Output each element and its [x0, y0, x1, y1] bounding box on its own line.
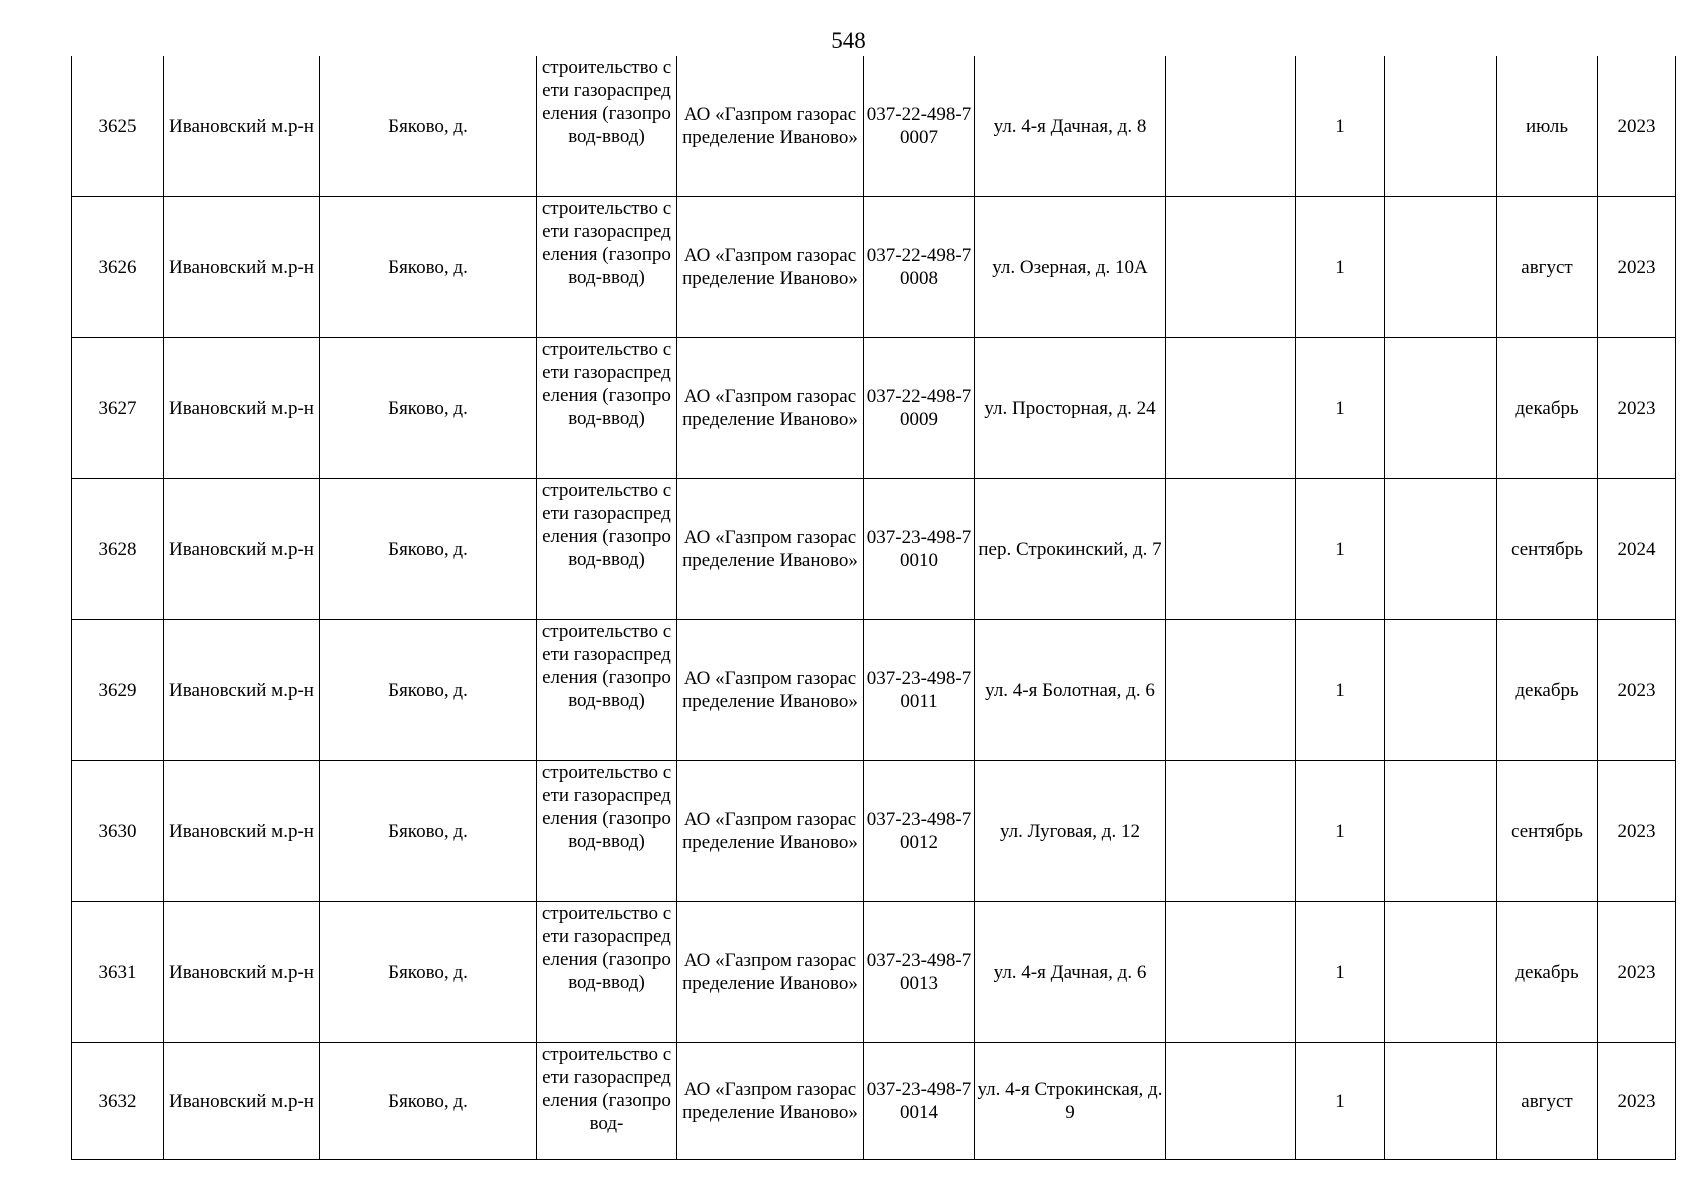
quantity-cell: 1 — [1296, 56, 1385, 197]
address-cell: ул. 4-я Дачная, д. 6 — [975, 902, 1166, 1043]
object-code-cell: 037-23-498-70011 — [864, 620, 975, 761]
quantity-cell: 1 — [1296, 479, 1385, 620]
object-code-cell: 037-23-498-70012 — [864, 761, 975, 902]
month-cell: декабрь — [1497, 338, 1598, 479]
row-number-cell: 3625 — [72, 56, 164, 197]
empty-cell — [1166, 902, 1296, 1043]
address-cell: ул. Луговая, д. 12 — [975, 761, 1166, 902]
table-row — [72, 761, 1676, 902]
address-cell: ул. 4-я Дачная, д. 8 — [975, 56, 1166, 197]
district-cell: Ивановский м.р-н — [164, 620, 320, 761]
organization-cell: АО «Газпром газораспределение Иваново» — [677, 197, 864, 338]
address-cell: ул. 4-я Строкинская, д. 9 — [975, 1043, 1166, 1160]
table-row — [72, 1043, 1676, 1160]
settlement-cell: Бяково, д. — [320, 902, 537, 1043]
quantity-cell: 1 — [1296, 197, 1385, 338]
row-number-cell: 3627 — [72, 338, 164, 479]
year-cell: 2024 — [1598, 479, 1676, 620]
settlement-cell: Бяково, д. — [320, 338, 537, 479]
address-cell: ул. Просторная, д. 24 — [975, 338, 1166, 479]
organization-cell: АО «Газпром газораспределение Иваново» — [677, 761, 864, 902]
year-cell: 2023 — [1598, 338, 1676, 479]
year-cell: 2023 — [1598, 56, 1676, 197]
organization-cell: АО «Газпром газораспределение Иваново» — [677, 620, 864, 761]
address-cell: ул. 4-я Болотная, д. 6 — [975, 620, 1166, 761]
district-cell: Ивановский м.р-н — [164, 761, 320, 902]
row-number-cell: 3632 — [72, 1043, 164, 1160]
table-row — [72, 197, 1676, 338]
work-type-cell: строительство сети газораспределения (газопровод- — [537, 1043, 677, 1160]
settlement-cell: Бяково, д. — [320, 761, 537, 902]
object-code-cell: 037-23-498-70013 — [864, 902, 975, 1043]
year-cell: 2023 — [1598, 1043, 1676, 1160]
year-cell: 2023 — [1598, 902, 1676, 1043]
empty-cell — [1166, 479, 1296, 620]
empty-cell — [1385, 197, 1497, 338]
table-row — [72, 479, 1676, 620]
organization-cell: АО «Газпром газораспределение Иваново» — [677, 902, 864, 1043]
row-number-cell: 3626 — [72, 197, 164, 338]
district-cell: Ивановский м.р-н — [164, 338, 320, 479]
quantity-cell: 1 — [1296, 902, 1385, 1043]
organization-cell: АО «Газпром газораспределение Иваново» — [677, 56, 864, 197]
empty-cell — [1385, 479, 1497, 620]
object-code-cell: 037-23-498-70014 — [864, 1043, 975, 1160]
empty-cell — [1166, 761, 1296, 902]
empty-cell — [1166, 1043, 1296, 1160]
object-code-cell: 037-22-498-70009 — [864, 338, 975, 479]
table-row — [72, 902, 1676, 1043]
settlement-cell: Бяково, д. — [320, 620, 537, 761]
month-cell: июль — [1497, 56, 1598, 197]
district-cell: Ивановский м.р-н — [164, 902, 320, 1043]
address-cell: пер. Строкинский, д. 7 — [975, 479, 1166, 620]
organization-cell: АО «Газпром газораспределение Иваново» — [677, 479, 864, 620]
table-row — [72, 338, 1676, 479]
empty-cell — [1166, 338, 1296, 479]
object-code-cell: 037-22-498-70007 — [864, 56, 975, 197]
empty-cell — [1385, 620, 1497, 761]
empty-cell — [1385, 761, 1497, 902]
quantity-cell: 1 — [1296, 761, 1385, 902]
address-cell: ул. Озерная, д. 10А — [975, 197, 1166, 338]
table-row — [72, 56, 1676, 197]
year-cell: 2023 — [1598, 761, 1676, 902]
settlement-cell: Бяково, д. — [320, 56, 537, 197]
organization-cell: АО «Газпром газораспределение Иваново» — [677, 338, 864, 479]
row-number-cell: 3629 — [72, 620, 164, 761]
empty-cell — [1166, 620, 1296, 761]
month-cell: август — [1497, 1043, 1598, 1160]
settlement-cell: Бяково, д. — [320, 1043, 537, 1160]
quantity-cell: 1 — [1296, 620, 1385, 761]
row-number-cell: 3630 — [72, 761, 164, 902]
settlement-cell: Бяково, д. — [320, 197, 537, 338]
work-type-cell: строительство сети газораспределения (газопровод-ввод) — [537, 620, 677, 761]
month-cell: декабрь — [1497, 902, 1598, 1043]
empty-cell — [1166, 56, 1296, 197]
district-cell: Ивановский м.р-н — [164, 197, 320, 338]
quantity-cell: 1 — [1296, 338, 1385, 479]
empty-cell — [1385, 1043, 1497, 1160]
empty-cell — [1385, 338, 1497, 479]
table-row — [72, 620, 1676, 761]
month-cell: август — [1497, 197, 1598, 338]
year-cell: 2023 — [1598, 620, 1676, 761]
row-number-cell: 3631 — [72, 902, 164, 1043]
month-cell: декабрь — [1497, 620, 1598, 761]
object-code-cell: 037-22-498-70008 — [864, 197, 975, 338]
gasification-registry-table — [71, 56, 1676, 1160]
work-type-cell: строительство сети газораспределения (газопровод-ввод) — [537, 761, 677, 902]
empty-cell — [1166, 197, 1296, 338]
work-type-cell: строительство сети газораспределения (газопровод-ввод) — [537, 197, 677, 338]
empty-cell — [1385, 902, 1497, 1043]
row-number-cell: 3628 — [72, 479, 164, 620]
work-type-cell: строительство сети газораспределения (газопровод-ввод) — [537, 56, 677, 197]
organization-cell: АО «Газпром газораспределение Иваново» — [677, 1043, 864, 1160]
district-cell: Ивановский м.р-н — [164, 479, 320, 620]
page-number: 548 — [831, 28, 866, 53]
district-cell: Ивановский м.р-н — [164, 1043, 320, 1160]
settlement-cell: Бяково, д. — [320, 479, 537, 620]
district-cell: Ивановский м.р-н — [164, 56, 320, 197]
month-cell: сентябрь — [1497, 761, 1598, 902]
year-cell: 2023 — [1598, 197, 1676, 338]
month-cell: сентябрь — [1497, 479, 1598, 620]
empty-cell — [1385, 56, 1497, 197]
work-type-cell: строительство сети газораспределения (газопровод-ввод) — [537, 479, 677, 620]
object-code-cell: 037-23-498-70010 — [864, 479, 975, 620]
quantity-cell: 1 — [1296, 1043, 1385, 1160]
work-type-cell: строительство сети газораспределения (газопровод-ввод) — [537, 338, 677, 479]
work-type-cell: строительство сети газораспределения (газопровод-ввод) — [537, 902, 677, 1043]
